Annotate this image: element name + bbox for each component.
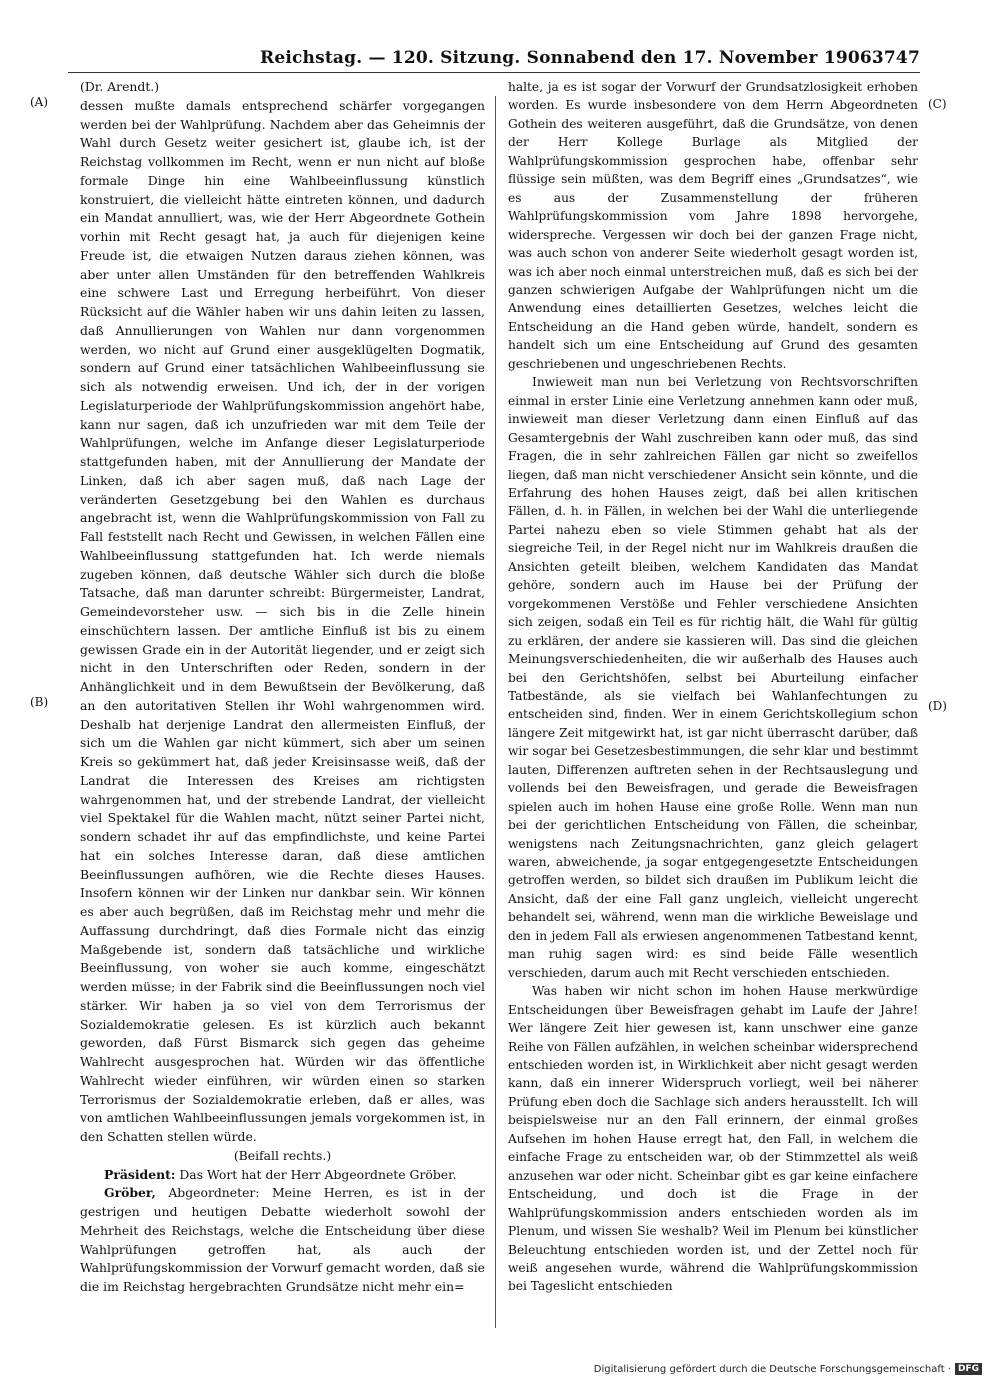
margin-marker-d: (D) xyxy=(928,699,947,713)
margin-marker-c: (C) xyxy=(928,97,947,111)
paragraph xyxy=(80,1166,485,1185)
applause-note: (Beifall rechts.) xyxy=(233,1147,332,1163)
paragraph: Was haben wir nicht schon im hohen Hause merkwürdige Entscheidungen über Beweisfragen gehabt im Laufe der Jahre! Wer längere Zeit hier gewesen ist, kann unschwer eine ganze Reihe von Fällen aufzählen, in welchen scheinbar widersprechend entschieden worden ist, in Wirklichkeit aber nicht gesagt werden kann, daß ein innerer Widerspruch vorliegt, weil bei näherer Prüfung eben doch die Sachlage sich anders herausstellt. Ich will beispielsweise nur an den Fall erinnern, der einmal großes Aufsehen im hohen Hause erregt hat, den Fall, in welchem die einfache Frage zu entscheiden war, ob der Stimmzettel als weiß anzusehen war oder nicht. Scheinbar gibt es gar keine einfachere Entscheidung, und doch ist die Frage in der Wahlprüfungskommission anders entschieden worden als im Plenum, und wissen Sie weshalb? Weil im Plenum bei künstlicher Beleuchtung entschieden worden ist, und der Zettel noch für weiß angesehen wurde, während die Wahlprüfungskommission bei Tageslicht entschieden xyxy=(508,984,918,1294)
left-column xyxy=(80,78,485,1297)
speech-text: Abgeordneter: Meine Herren, es ist in der gestrigen und heutigen Debatte wiederholt sowohl der Mehrheit des Reichstags, welche die Entscheidung über diese Wahlprüfungen getroffen hat, als auch der Wahlprüfungskommission der Vorwurf gemacht worden, daß sie die im Reichstag hergebrachten Grundsätze nicht mehr ein= xyxy=(80,1185,485,1294)
digitization-credit xyxy=(594,1363,982,1375)
paragraph xyxy=(80,1184,485,1297)
paragraph: dessen mußte damals entsprechend schärfer vorgegangen werden bei der Wahlprüfung. Nachdem aber das Geheimnis der Wahl durch Gesetz weiter gesichert ist, glaube ich, ist der Reichstag vollkommen im Recht, wenn er nun nicht auf bloße formale Dinge hin eine Wahlbeeinflussung künstlich konstruiert, die vielleicht hätte eintreten können, und dadurch ein Mandat annulliert, was, wie der Herr Abgeordnete Gothein vorhin mit Recht gesagt hat, ja auch für diejenigen keine Freude ist, die etwaigen Nutzen daraus ziehen können, was aber unter allen Umständen für den betreffenden Wahlkreis eine schwere Last und Erregung herbeiführt. Von dieser Rücksicht auf die Wähler haben wir uns dahin leiten zu lassen, daß Annullierungen von Wahlen nur dann vorgenommen werden, wo nicht auf Grund einer ausgeklügelten Dogmatik, sondern auf Grund einer tatsächlichen Wahlbeeinflussung sie sich als notwendig erweisen. Und ich, der in der vorigen Legislaturperiode der Wahlprüfungskommission angehört habe, kann nur sagen, daß ich unzufrieden war mit dem Teile der Wahlprüfungen, welche im Anfange dieser Legislaturperiode stattgefunden haben, mit der Annullierung der Mandate der Linken, daß ich aber sagen muß, daß nach Lage der veränderten Gesetzgebung bei den Wahlen es durchaus angebracht ist, wenn die Wahlprüfungskommission von Fall zu Fall feststellt nach Recht und Gewissen, in welchen Fällen eine Wahlbeeinflussung stattgefunden hat. Ich werde niemals zugeben können, daß deutsche Wähler sich durch die bloße Tatsache, daß man darunter schreibt: Bürgermeister, Landrat, Gemeindevorsteher usw. — sich bis in die Zelle hinein einschüchtern lassen. Der amtliche Einfluß ist bis zu einem gewissen Grade ein in der Autorität liegender, und er zeigt sich nicht in den Unterschriften oder Reden, sondern in der Anhänglichkeit und in dem Bewußtsein der Bevölkerung, daß an den autoritativen Stellen ihr Wohl wahrgenommen wird. Deshalb hat derjenige Landrat den allermeisten Einfluß, der sich um die Wahlen gar nicht kümmert, sich aber um seinen Kreis so gekümmert hat, daß jeder Kreisinsasse weiß, daß der Landrat die Interessen des Kreises am richtigsten wahrgenommen hat, und der strebende Landrat, der vielleicht viel Spektakel für die Wahlen macht, nützt seiner Partei nicht, sondern schadet ihr auf das empfindlichste, und keine Partei hat ein solches Interesse daran, daß diese amtlichen Beeinflussungen aufhören, wie die Rechte dieses Hauses. Insofern können wir der Linken nur dankbar sein. Wir können es aber auch begrüßen, daß im Reichstag mehr und mehr die Auffassung durchdringt, daß dies Formale nicht das einzig Maßgebende ist, sondern daß tatsächliche und wirkliche Beeinflussung, von woher sie auch komme, eingeschätzt werden müsse; in der Fabrik sind die Beeinflussungen noch viel stärker. Wir haben ja so viel von dem Terrorismus der Sozialdemokratie gelesen. Es ist kürzlich auch bekannt geworden, daß Fürst Bismarck sich gegen das geheime Wahlrecht ausgesprochen hat. Würden wir das öffentliche Wahlrecht wieder einführen, wir würden einen so starken Terrorismus der Sozialdemokratie erleben, daß er alles, was von amtlichen Wahlbeeinflussungen jemals vorgekommen ist, in den Schatten stellen würde. xyxy=(80,97,485,1144)
right-column xyxy=(508,78,918,1296)
dfg-logo-icon: DFG xyxy=(955,1363,982,1375)
credit-text: Digitalisierung gefördert durch die Deutsche Forschungsgemeinschaft · xyxy=(593,1363,951,1375)
speaker-name: Präsident: xyxy=(104,1166,176,1182)
speech-text: Das Wort hat der Herr Abgeordnete Gröber. xyxy=(179,1166,457,1182)
column-divider xyxy=(495,96,496,1328)
speaker-attribution: (Dr. Arendt.) xyxy=(80,79,160,94)
running-title: Reichstag. — 120. Sitzung. Sonnabend den 17. November 1906. xyxy=(260,48,879,68)
running-header xyxy=(60,48,920,70)
margin-marker-b: (B) xyxy=(30,695,49,709)
paragraph: halte, ja es ist sogar der Vorwurf der Grundsatzlosigkeit erhoben worden. Es wurde insbesondere von dem Herrn Abgeordneten Gothein des weiteren ausgeführt, daß die Grundsätze, von denen der Herr Kollege Burlage als Mitglied der Wahlprüfungskommission gesprochen habe, offenbar sehr flüssige sein müßten, was dem Begriff eines „Grundsatzes“, wie es aus der Zusammenstellung der früheren Wahlprüfungskommission vom Jahre 1898 hervorgehe, widerspreche. Vergessen wir doch bei der ganzen Frage nicht, was auch schon von anderer Seite wiederholt gesagt worden ist, was ich aber noch einmal unterstreichen muß, daß es sich bei der ganzen schwierigen Aufgabe der Wahlprüfungen nicht um die Anwendung eines detaillierten Gesetzes, welches leicht die Entscheidung an die Hand geben würde, handelt, sondern es handelt sich um eine Entscheidung auf Grund des gesamten geschriebenen und ungeschriebenen Rechts. xyxy=(508,80,918,371)
margin-marker-a: (A) xyxy=(30,95,49,109)
page-number: 3747 xyxy=(871,48,920,68)
speaker-name: Gröber, xyxy=(104,1185,156,1201)
header-rule xyxy=(68,72,920,73)
paragraph: Inwieweit man nun bei Verletzung von Rechtsvorschriften einmal in erster Linie eine Verletzung annehmen kann oder muß, inwieweit man dieser Verletzung dann einen Einfluß auf das Gesamtergebnis der Wahl zuschreiben kann oder muß, das sind Fragen, die in sehr zahlreichen Fällen gar nicht so zweifellos liegen, daß man nicht verschiedener Ansicht sein könnte, und die Erfahrung des hohen Hauses zeigt, daß bei allen kritischen Fällen, d. h. in Fällen, in welchen bei der Wahl die unterliegende Partei nahezu eben so viele Stimmen gehabt hat als der siegreiche Teil, in der Regel nicht nur im Wahlkreis draußen die Ansichten geteilt bleiben, welchem Kandidaten das Mandat gehöre, sondern auch im Hause bei der Prüfung der vorgekommenen Verstöße und Fehler verschiedene Ansichten sich zeigen, sodaß ein Teil es für richtig hält, die Wahl für gültig zu erklären, der andere sie kassieren will. Das sind die gleichen Meinungsverschiedenheiten, die wir außerhalb des Hauses auch bei den Gerichtshöfen, selbst bei Aburteilung einfacher Tatbestände, als sie vielfach bei Wahlanfechtungen zu entscheiden sind, finden. Wer in einem Gerichtskollegium schon längere Zeit mitgewirkt hat, ist gar nicht überrascht darüber, daß wir sogar bei Gesetzesbestimmungen, die sehr klar und bestimmt lauten, Differenzen auftreten sehen in der Rechtsauslegung und vollends bei den Beweisfragen, und gerade die Beweisfragen spielen auch im hohen Hause eine große Rolle. Wenn man nun bei der gerichtlichen Entscheidung von Fällen, die scheinbar, wenigstens nach Zeitungsnachrichten, ganz gleich gelagert waren, abweichende, ja sogar entgegengesetzte Entscheidungen getroffen werden, so bildet sich draußen im Publikum leicht die Ansicht, daß der eine Fall ganz ungleich, vielleicht ungerecht behandelt sei, während, wenn man die wirkliche Beweislage und den in jedem Fall als erwiesen angenommenen Tatbestand kennt, man ruhig sagen wird: es sind beide Fälle wesentlich verschieden, darum auch mit Recht verschieden entschieden. xyxy=(508,375,918,980)
